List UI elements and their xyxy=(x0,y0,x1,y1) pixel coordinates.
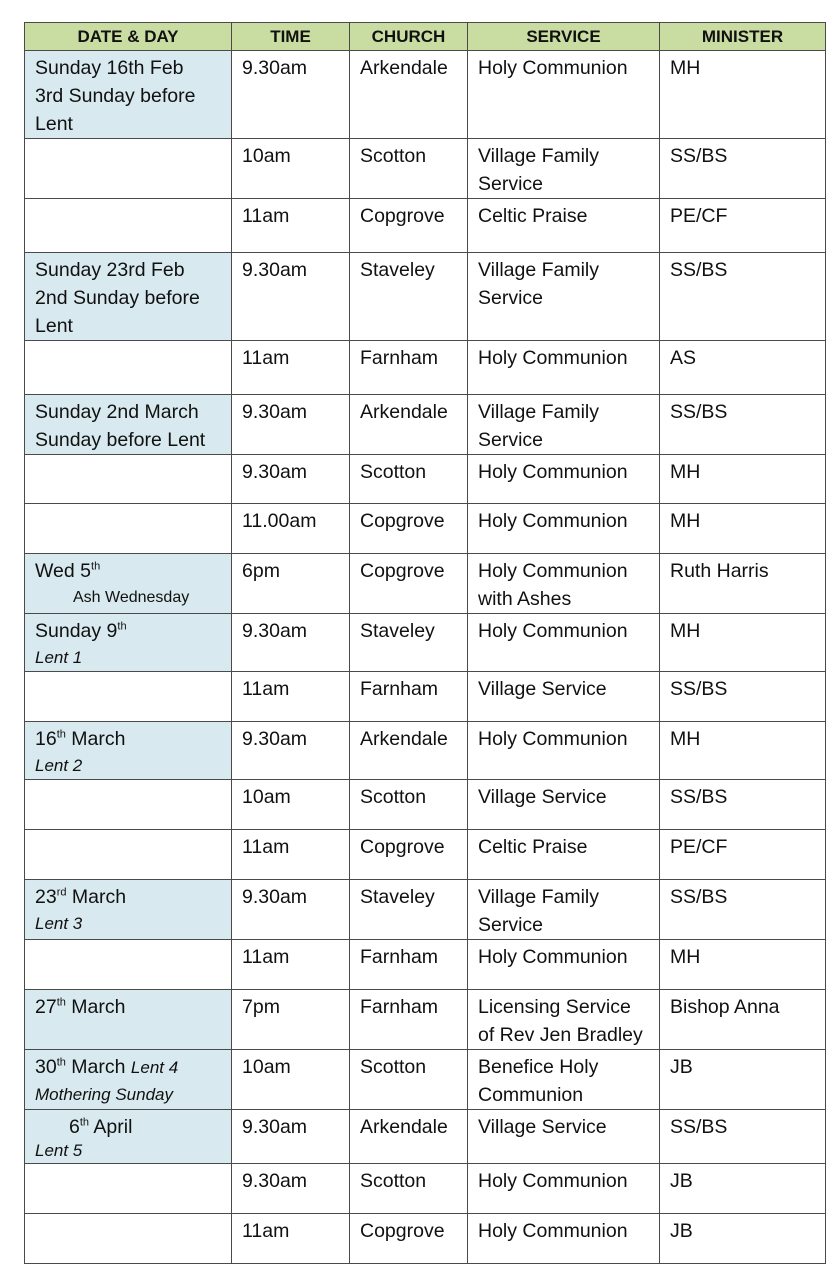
date-line xyxy=(35,993,221,1021)
date-main: Wed 5 xyxy=(35,560,92,582)
minister-cell: SS/BS xyxy=(660,253,826,341)
service-cell: Holy Communion xyxy=(468,940,660,990)
date-cell xyxy=(25,990,232,1050)
date-subline: 2nd Sunday before Lent xyxy=(35,287,200,337)
date-cell xyxy=(25,830,232,880)
date-cell xyxy=(25,672,232,722)
service-cell: Village Service xyxy=(468,672,660,722)
date-month: March xyxy=(65,996,126,1018)
service-cell: Licensing Service of Rev Jen Bradley xyxy=(468,990,660,1050)
date-ordinal: th xyxy=(91,560,101,573)
time-cell: 11.00am xyxy=(232,504,350,554)
date-cell xyxy=(25,199,232,253)
date-subline: Lent 2 xyxy=(35,756,83,775)
date-month: April xyxy=(89,1116,133,1138)
table-row xyxy=(25,1050,826,1110)
service-rota-table xyxy=(24,22,826,1264)
minister-cell: MH xyxy=(660,455,826,504)
date-cell xyxy=(25,395,232,455)
church-cell: Copgrove xyxy=(350,554,468,614)
date-cell xyxy=(25,1164,232,1214)
date-ordinal: th xyxy=(56,728,66,741)
date-line xyxy=(35,617,221,645)
date-ordinal: rd xyxy=(56,886,67,899)
service-cell: Celtic Praise xyxy=(468,830,660,880)
date-main: 27 xyxy=(35,996,57,1018)
service-cell: Celtic Praise xyxy=(468,199,660,253)
table-row xyxy=(25,722,826,780)
service-cell: Holy Communion xyxy=(468,1214,660,1264)
date-month: March xyxy=(66,886,127,908)
time-cell: 9.30am xyxy=(232,455,350,504)
header-date: DATE & DAY xyxy=(25,23,232,51)
church-cell: Staveley xyxy=(350,614,468,672)
time-cell: 9.30am xyxy=(232,1110,350,1164)
table-row xyxy=(25,780,826,830)
service-cell: Holy Communion xyxy=(468,51,660,139)
header-church: CHURCH xyxy=(350,23,468,51)
minister-cell: SS/BS xyxy=(660,395,826,455)
date-subline: Lent 3 xyxy=(35,914,83,933)
table-row xyxy=(25,504,826,554)
table-row xyxy=(25,880,826,940)
service-cell: Village Service xyxy=(468,1110,660,1164)
minister-cell: Ruth Harris xyxy=(660,554,826,614)
date-cell xyxy=(25,253,232,341)
church-cell: Staveley xyxy=(350,253,468,341)
minister-cell: SS/BS xyxy=(660,1110,826,1164)
date-line xyxy=(35,1053,221,1082)
date-line xyxy=(35,1113,221,1141)
time-cell: 9.30am xyxy=(232,880,350,940)
time-cell: 11am xyxy=(232,1214,350,1264)
minister-cell: JB xyxy=(660,1214,826,1264)
date-month: March xyxy=(65,728,126,750)
date-main: 6 xyxy=(69,1116,80,1138)
church-cell: Copgrove xyxy=(350,1214,468,1264)
table-row xyxy=(25,672,826,722)
date-subline: Lent 5 xyxy=(35,1141,83,1160)
church-cell: Farnham xyxy=(350,341,468,395)
date-subline: Mothering Sunday xyxy=(35,1085,173,1104)
time-cell: 11am xyxy=(232,199,350,253)
minister-cell: AS xyxy=(660,341,826,395)
service-cell: Holy Communion with Ashes xyxy=(468,554,660,614)
time-cell: 6pm xyxy=(232,554,350,614)
time-cell: 11am xyxy=(232,341,350,395)
date-cell xyxy=(25,1050,232,1110)
date-line: Sunday 16th Feb xyxy=(35,57,184,79)
time-cell: 10am xyxy=(232,139,350,199)
date-cell xyxy=(25,504,232,554)
date-cell xyxy=(25,780,232,830)
date-ordinal: th xyxy=(79,1116,90,1129)
church-cell: Staveley xyxy=(350,880,468,940)
date-cell xyxy=(25,51,232,139)
service-cell: Holy Communion xyxy=(468,455,660,504)
date-ordinal: th xyxy=(117,620,127,633)
minister-cell: SS/BS xyxy=(660,139,826,199)
date-cell xyxy=(25,1110,232,1164)
minister-cell: MH xyxy=(660,940,826,990)
header-time: TIME xyxy=(232,23,350,51)
service-cell: Village Service xyxy=(468,780,660,830)
minister-cell: MH xyxy=(660,614,826,672)
date-line xyxy=(35,725,221,753)
service-cell: Village Family Service xyxy=(468,880,660,940)
date-month: March xyxy=(65,1056,131,1078)
time-cell: 11am xyxy=(232,940,350,990)
date-ordinal: th xyxy=(56,1056,66,1069)
date-main: 30 xyxy=(35,1056,57,1078)
header-service: SERVICE xyxy=(468,23,660,51)
service-cell: Holy Communion xyxy=(468,614,660,672)
date-cell xyxy=(25,1214,232,1264)
time-cell: 7pm xyxy=(232,990,350,1050)
minister-cell: MH xyxy=(660,722,826,780)
header-row xyxy=(25,23,826,51)
table-row xyxy=(25,554,826,614)
date-line: Sunday 2nd March xyxy=(35,401,199,423)
time-cell: 11am xyxy=(232,672,350,722)
table-row xyxy=(25,139,826,199)
church-cell: Copgrove xyxy=(350,830,468,880)
date-cell xyxy=(25,139,232,199)
church-cell: Arkendale xyxy=(350,722,468,780)
minister-cell: MH xyxy=(660,504,826,554)
table-row xyxy=(25,395,826,455)
time-cell: 9.30am xyxy=(232,614,350,672)
church-cell: Scotton xyxy=(350,1050,468,1110)
date-cell xyxy=(25,614,232,672)
date-subline: Sunday before Lent xyxy=(35,429,206,451)
date-main: Sunday 9 xyxy=(35,620,118,642)
service-cell: Village Family Service xyxy=(468,139,660,199)
date-subline: Ash Wednesday xyxy=(73,589,190,606)
table-row xyxy=(25,990,826,1050)
minister-cell: Bishop Anna xyxy=(660,990,826,1050)
church-cell: Scotton xyxy=(350,139,468,199)
date-line xyxy=(35,883,221,911)
church-cell: Arkendale xyxy=(350,51,468,139)
table-row xyxy=(25,1214,826,1264)
date-main: 16 xyxy=(35,728,57,750)
church-cell: Scotton xyxy=(350,1164,468,1214)
date-line xyxy=(35,557,221,585)
date-lent: Lent 4 xyxy=(130,1058,179,1077)
church-cell: Scotton xyxy=(350,780,468,830)
table-row xyxy=(25,199,826,253)
table-row xyxy=(25,830,826,880)
service-cell: Holy Communion xyxy=(468,722,660,780)
time-cell: 10am xyxy=(232,780,350,830)
minister-cell: SS/BS xyxy=(660,672,826,722)
service-cell: Benefice Holy Communion xyxy=(468,1050,660,1110)
time-cell: 9.30am xyxy=(232,395,350,455)
date-ordinal: th xyxy=(56,996,66,1009)
minister-cell: JB xyxy=(660,1164,826,1214)
date-cell xyxy=(25,940,232,990)
minister-cell: SS/BS xyxy=(660,880,826,940)
date-line: Sunday 23rd Feb xyxy=(35,259,185,281)
table-row xyxy=(25,341,826,395)
table-row xyxy=(25,1164,826,1214)
church-cell: Farnham xyxy=(350,940,468,990)
minister-cell: SS/BS xyxy=(660,780,826,830)
church-cell: Arkendale xyxy=(350,395,468,455)
church-cell: Scotton xyxy=(350,455,468,504)
service-cell: Holy Communion xyxy=(468,1164,660,1214)
church-cell: Arkendale xyxy=(350,1110,468,1164)
date-cell xyxy=(25,880,232,940)
minister-cell: PE/CF xyxy=(660,199,826,253)
date-main: 23 xyxy=(35,886,57,908)
time-cell: 10am xyxy=(232,1050,350,1110)
table-row xyxy=(25,940,826,990)
time-cell: 9.30am xyxy=(232,1164,350,1214)
church-cell: Farnham xyxy=(350,672,468,722)
header-minister: MINISTER xyxy=(660,23,826,51)
table-row xyxy=(25,51,826,139)
service-cell: Village Family Service xyxy=(468,395,660,455)
time-cell: 9.30am xyxy=(232,51,350,139)
service-cell: Village Family Service xyxy=(468,253,660,341)
church-cell: Copgrove xyxy=(350,504,468,554)
date-subline: 3rd Sunday before Lent xyxy=(35,85,196,135)
minister-cell: MH xyxy=(660,51,826,139)
table-row xyxy=(25,455,826,504)
date-subline: Lent 1 xyxy=(35,648,83,667)
time-cell: 11am xyxy=(232,830,350,880)
table-row xyxy=(25,1110,826,1164)
service-cell: Holy Communion xyxy=(468,504,660,554)
date-cell xyxy=(25,341,232,395)
church-cell: Farnham xyxy=(350,990,468,1050)
time-cell: 9.30am xyxy=(232,722,350,780)
service-cell: Holy Communion xyxy=(468,341,660,395)
church-cell: Copgrove xyxy=(350,199,468,253)
date-cell xyxy=(25,554,232,614)
date-cell xyxy=(25,455,232,504)
minister-cell: JB xyxy=(660,1050,826,1110)
table-row xyxy=(25,253,826,341)
table-row xyxy=(25,614,826,672)
date-cell xyxy=(25,722,232,780)
minister-cell: PE/CF xyxy=(660,830,826,880)
time-cell: 9.30am xyxy=(232,253,350,341)
